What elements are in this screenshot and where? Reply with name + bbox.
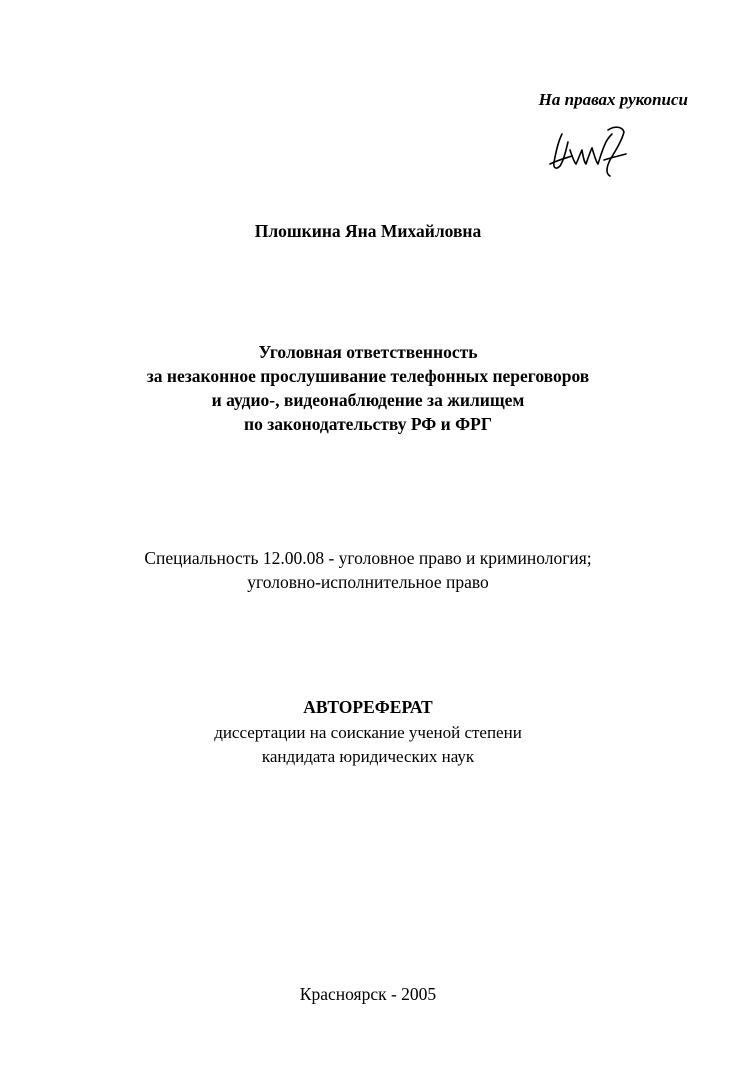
title-line: Уголовная ответственность	[258, 342, 478, 362]
specialty-line: уголовно-исполнительное право	[247, 572, 489, 592]
title-line: и аудио-, видеонаблюдение за жилищем	[211, 390, 525, 410]
specialty	[0, 546, 736, 594]
specialty-line: Специальность 12.00.08 - уголовное право и криминология;	[144, 548, 592, 568]
abstract-line: диссертации на соискание ученой степени	[214, 723, 522, 742]
city-year: Красноярск - 2005	[299, 984, 437, 1004]
abstract-heading: АВТОРЕФЕРАТ	[303, 697, 433, 717]
abstract-description	[0, 721, 736, 769]
signature-icon	[548, 120, 634, 182]
manuscript-note: На правах рукописи	[538, 90, 688, 109]
title-line: по законодательству РФ и ФРГ	[244, 414, 492, 434]
dissertation-title	[0, 340, 736, 436]
author-name: Плошкина Яна Михайловна	[254, 221, 482, 241]
title-line: за незаконное прослушивание телефонных переговоров	[146, 366, 590, 386]
abstract-line: кандидата юридических наук	[261, 747, 475, 766]
